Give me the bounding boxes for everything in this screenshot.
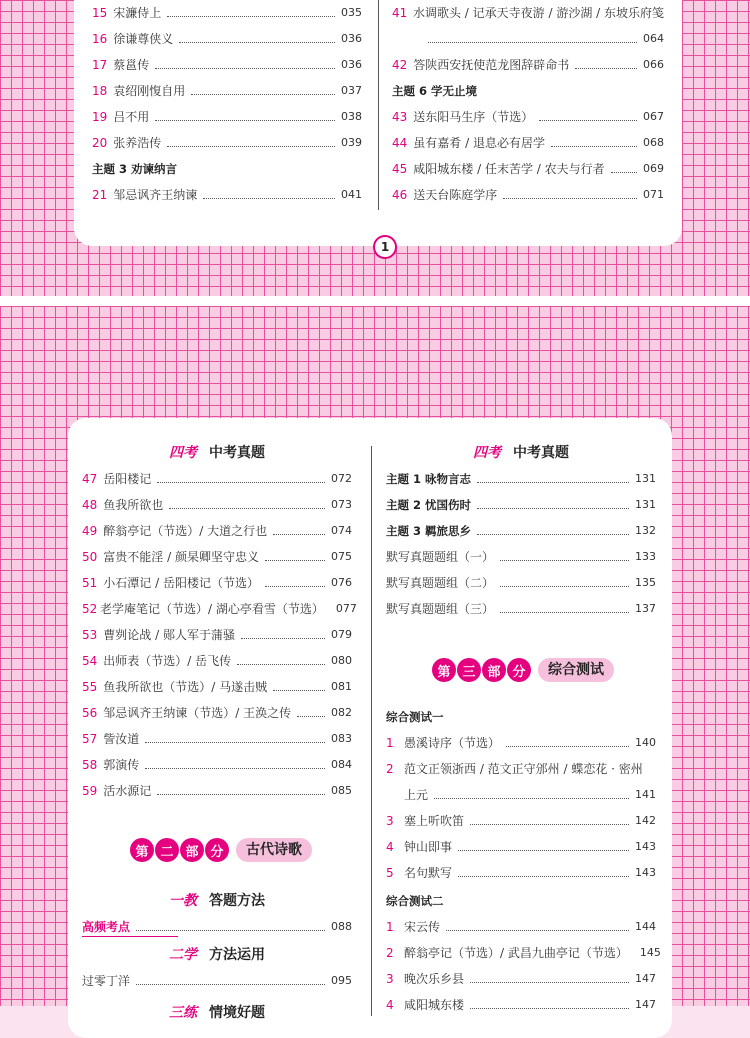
toc-entry[interactable]: [392, 158, 664, 180]
entry-number: 45: [392, 162, 408, 176]
entry-page: 144: [635, 920, 656, 933]
entry-number: 2: [386, 946, 394, 960]
entry-number: 48: [82, 498, 98, 512]
entry-page: 064: [643, 32, 664, 45]
leader-dots: [551, 146, 637, 147]
entry-page: 082: [331, 706, 352, 719]
banner-title: 综合测试: [538, 658, 614, 682]
leader-dots: [470, 824, 629, 825]
leader-dots: [470, 982, 629, 983]
test-heading: [386, 890, 656, 912]
entry-title: 默写真题题组（二）: [386, 576, 495, 590]
toc-entry[interactable]: [386, 572, 656, 594]
leader-dots: [539, 120, 637, 121]
banner-char: 第: [432, 658, 456, 682]
column-divider: [371, 446, 372, 1016]
entry-number: 56: [82, 706, 98, 720]
entry-number: 59: [82, 784, 98, 798]
entry-number: 21: [92, 188, 108, 202]
entry-number: 2: [386, 762, 394, 776]
page-number-badge: 1: [373, 235, 397, 259]
entry-page: 079: [331, 628, 352, 641]
topic-label: 主题 6 学无止境: [392, 84, 478, 98]
toc-entry[interactable]: [82, 624, 352, 646]
entry-number: 42: [392, 58, 408, 72]
toc-entry[interactable]: [82, 494, 352, 516]
leader-dots: [477, 508, 629, 509]
toc-entry[interactable]: [392, 2, 664, 24]
entry-number: 52: [82, 602, 98, 616]
toc-entry[interactable]: [92, 2, 362, 24]
toc-entry[interactable]: [386, 810, 656, 832]
toc-entry[interactable]: [386, 546, 656, 568]
leader-dots: [273, 690, 325, 691]
toc-entry-continuation: [392, 28, 664, 50]
entry-page: 147: [635, 998, 656, 1011]
banner-char: 分: [205, 838, 229, 862]
entry-page: 071: [643, 188, 664, 201]
entry-title: 郭演传: [103, 758, 140, 772]
toc-entry[interactable]: [92, 80, 362, 102]
entry-title: 上元: [404, 788, 429, 802]
section-heading-method: [82, 888, 352, 914]
leader-dots: [136, 984, 325, 985]
toc-entry[interactable]: [82, 572, 352, 594]
column-divider: [378, 0, 379, 210]
highlight-underline: [82, 936, 178, 937]
entry-title: 活水源记: [103, 784, 152, 798]
entry-page: 069: [643, 162, 664, 175]
entry-number: 41: [392, 6, 408, 20]
leader-dots: [503, 198, 637, 199]
entry-number: 58: [82, 758, 98, 772]
leader-dots: [477, 534, 629, 535]
toc-entry[interactable]: [386, 994, 656, 1016]
entry-number: 4: [386, 840, 394, 854]
toc-entry[interactable]: [386, 836, 656, 858]
leader-dots: [470, 1008, 629, 1009]
entry-title: 名句默写: [404, 866, 453, 880]
entry-number: 55: [82, 680, 98, 694]
toc-entry[interactable]: [82, 546, 352, 568]
leader-dots: [500, 612, 629, 613]
toc-entry[interactable]: [386, 758, 656, 780]
entry-title: 张养浩传: [113, 136, 162, 150]
toc-entry[interactable]: [82, 754, 352, 776]
entry-page: 036: [341, 58, 362, 71]
entry-page: 037: [341, 84, 362, 97]
entry-title: 袁绍刚愎自用: [113, 84, 186, 98]
entry-title: 晚次乐乡县: [404, 972, 465, 986]
entry-number: 57: [82, 732, 98, 746]
leader-dots: [265, 586, 325, 587]
entry-title: 塞上听吹笛: [404, 814, 465, 828]
entry-page: 083: [331, 732, 352, 745]
leader-dots: [575, 68, 637, 69]
entry-page: 080: [331, 654, 352, 667]
entry-number: 50: [82, 550, 98, 564]
section-heading-script: 一教: [169, 893, 197, 909]
banner-char: 第: [130, 838, 154, 862]
toc-entry[interactable]: [82, 520, 352, 542]
leader-dots: [167, 16, 335, 17]
leader-dots: [265, 560, 325, 561]
section-heading-script: 二学: [169, 947, 197, 963]
entry-title: 送天台陈庭学序: [413, 188, 498, 202]
entry-title: 訾汝道: [103, 732, 140, 746]
section-heading-practice: [82, 942, 352, 968]
entry-number: 3: [386, 972, 394, 986]
leader-dots: [446, 930, 629, 931]
entry-title: 富贵不能淫 / 颜杲卿坚守忠义: [103, 550, 259, 564]
entry-page: 085: [331, 784, 352, 797]
toc-entry[interactable]: [386, 468, 656, 490]
entry-number: 3: [386, 814, 394, 828]
entry-title: 吕不用: [113, 110, 150, 124]
leader-dots: [241, 638, 325, 639]
banner-char: 部: [482, 658, 506, 682]
toc-entry[interactable]: [82, 916, 352, 938]
toc-entry[interactable]: [92, 106, 362, 128]
toc-entry[interactable]: [82, 468, 352, 490]
entry-title: 虽有嘉肴 / 退息必有居学: [413, 136, 545, 150]
entry-title: 曹刿论战 / 郧人军于蒲骚: [103, 628, 235, 642]
banner-char: 分: [507, 658, 531, 682]
entry-page: 074: [331, 524, 352, 537]
toc-entry[interactable]: [392, 184, 664, 206]
leader-dots: [203, 198, 335, 199]
entry-page: 068: [643, 136, 664, 149]
entry-page: 039: [341, 136, 362, 149]
toc-column-left: [82, 440, 357, 1021]
entry-title: 老学庵笔记（节选）/ 湖心亭看雪（节选）: [100, 602, 324, 616]
entry-number: 53: [82, 628, 98, 642]
entry-page: 132: [635, 524, 656, 537]
section-heading-zhongkao: [386, 440, 656, 466]
leader-dots: [145, 768, 325, 769]
leader-dots: [155, 68, 335, 69]
entry-title: 宋云传: [404, 920, 441, 934]
entry-page: 095: [331, 974, 352, 987]
entry-number: 46: [392, 188, 408, 202]
entry-page: 036: [341, 32, 362, 45]
entry-number: 44: [392, 136, 408, 150]
toc-card-bottom: [68, 418, 672, 1038]
entry-page: 145: [639, 946, 661, 959]
section-heading-title: 中考真题: [209, 445, 265, 461]
toc-entry[interactable]: [386, 968, 656, 990]
entry-number: 16: [92, 32, 108, 46]
entry-page: 075: [331, 550, 352, 563]
entry-page: 131: [635, 472, 656, 485]
entry-title: 水调歌头 / 记承天寺夜游 / 游沙湖 / 东坡乐府笺: [412, 6, 664, 20]
leader-dots: [179, 42, 335, 43]
leader-dots: [145, 742, 325, 743]
leader-dots: [477, 482, 629, 483]
section-heading-title: 中考真题: [513, 445, 569, 461]
part-banner-part3: [432, 656, 614, 684]
entry-number: 17: [92, 58, 108, 72]
section-heading-exercise: [82, 1000, 352, 1026]
entry-number: 54: [82, 654, 98, 668]
section-heading-title: 答题方法: [209, 893, 265, 909]
leader-dots: [157, 482, 325, 483]
toc-entry[interactable]: [392, 132, 664, 154]
toc-entry[interactable]: [82, 676, 352, 698]
entry-title: 咸阳城东楼 / 任末苦学 / 农夫与行者: [413, 162, 605, 176]
entry-page: 066: [643, 58, 664, 71]
entry-number: 1: [386, 736, 394, 750]
entry-number: 1: [386, 920, 394, 934]
entry-page: 143: [635, 840, 656, 853]
toc-entry[interactable]: [82, 702, 352, 724]
entry-page: 041: [341, 188, 362, 201]
entry-title: 醉翁亭记（节选）/ 武昌九曲亭记（节选）: [404, 946, 628, 960]
topic-label: 主题 1 咏物言志: [386, 472, 472, 486]
entry-number: 15: [92, 6, 108, 20]
entry-title: 鱼我所欲也（节选）/ 马遂击贼: [103, 680, 268, 694]
page-separator: [0, 296, 750, 306]
entry-page: 133: [635, 550, 656, 563]
entry-page: 038: [341, 110, 362, 123]
entry-title: 咸阳城东楼: [404, 998, 465, 1012]
toc-entry[interactable]: [82, 728, 352, 750]
entry-page: 147: [635, 972, 656, 985]
toc-entry[interactable]: [92, 184, 362, 206]
entry-title: 小石潭记 / 岳阳楼记（节选）: [103, 576, 259, 590]
entry-title: 范文正领浙西 / 范文正守邠州 / 蝶恋花 · 密州: [404, 762, 643, 776]
entry-title: 蔡邕传: [113, 58, 150, 72]
leader-dots: [428, 42, 637, 43]
entry-page: 137: [635, 602, 656, 615]
entry-number: 51: [82, 576, 98, 590]
toc-entry[interactable]: [386, 916, 656, 938]
toc-entry[interactable]: [386, 520, 656, 542]
entry-page: 035: [341, 6, 362, 19]
entry-title: 默写真题题组（三）: [386, 602, 495, 616]
entry-title: 默写真题题组（一）: [386, 550, 495, 564]
leader-dots: [155, 120, 335, 121]
toc-entry[interactable]: [392, 106, 664, 128]
leader-dots: [434, 798, 629, 799]
topic-label: 主题 2 忧国伤时: [386, 498, 472, 512]
toc-entry[interactable]: [386, 598, 656, 620]
entry-title: 答陕西安抚使范龙图辞辟命书: [413, 58, 570, 72]
entry-page: 077: [335, 602, 357, 615]
leader-dots: [458, 850, 629, 851]
entry-title: 岳阳楼记: [103, 472, 152, 486]
leader-dots: [237, 664, 325, 665]
toc-entry[interactable]: [82, 650, 352, 672]
toc-entry[interactable]: [386, 732, 656, 754]
entry-title: 邹忌讽齐王纳谏: [113, 188, 198, 202]
test-label: 综合测试一: [386, 710, 444, 724]
entry-page: 072: [331, 472, 352, 485]
entry-title: 愚溪诗序（节选）: [404, 736, 501, 750]
toc-entry[interactable]: [392, 54, 664, 76]
entry-page: 081: [331, 680, 352, 693]
entry-number: 4: [386, 998, 394, 1012]
toc-entry[interactable]: [92, 28, 362, 50]
entry-title: 过零丁洋: [82, 974, 131, 988]
entry-number: 47: [82, 472, 98, 486]
leader-dots: [136, 930, 325, 931]
leader-dots: [500, 560, 629, 561]
section-heading-script: 四考: [169, 445, 197, 461]
topic-label: 主题 3 劝谏纳言: [92, 162, 178, 176]
toc-entry[interactable]: [386, 862, 656, 884]
banner-title: 古代诗歌: [236, 838, 312, 862]
test-label: 综合测试二: [386, 894, 444, 908]
leader-dots: [506, 746, 629, 747]
entry-title: 出师表（节选）/ 岳飞传: [103, 654, 232, 668]
section-heading-zhongkao: [82, 440, 352, 466]
leader-dots: [297, 716, 325, 717]
toc-column-right: [386, 440, 661, 1020]
banner-char: 部: [180, 838, 204, 862]
toc-entry[interactable]: [92, 132, 362, 154]
topic-label: 主题 3 羁旅思乡: [386, 524, 472, 538]
leader-dots: [157, 794, 325, 795]
toc-entry[interactable]: [386, 494, 656, 516]
entry-page: 142: [635, 814, 656, 827]
entry-title: 邹忌讽齐王纳谏（节选）/ 王涣之传: [103, 706, 292, 720]
entry-title: 钟山即事: [404, 840, 453, 854]
leader-dots: [500, 586, 629, 587]
toc-entry[interactable]: [82, 970, 352, 992]
entry-number: 43: [392, 110, 408, 124]
entry-number: 18: [92, 84, 108, 98]
entry-number: 49: [82, 524, 98, 538]
entry-page: 140: [635, 736, 656, 749]
entry-title: 送东阳马生序（节选）: [413, 110, 534, 124]
entry-page: 067: [643, 110, 664, 123]
entry-title: 醉翁亭记（节选）/ 大道之行也: [103, 524, 268, 538]
entry-page: 143: [635, 866, 656, 879]
toc-entry-continuation[interactable]: [386, 784, 656, 806]
leader-dots: [273, 534, 325, 535]
entry-page: 076: [331, 576, 352, 589]
entry-page: 131: [635, 498, 656, 511]
banner-char: 二: [155, 838, 179, 862]
toc-entry[interactable]: [82, 780, 352, 802]
test-heading: [386, 706, 656, 728]
banner-char: 三: [457, 658, 481, 682]
entry-page: 141: [635, 788, 656, 801]
section-heading-script: 三练: [169, 1005, 197, 1021]
toc-entry[interactable]: [386, 942, 661, 964]
leader-dots: [611, 172, 637, 173]
entry-title: 高频考点: [82, 920, 131, 934]
section-heading-title: 情境好题: [209, 1005, 265, 1021]
section-heading-title: 方法运用: [209, 947, 265, 963]
entry-number: 19: [92, 110, 108, 124]
toc-card-top: [74, 0, 682, 246]
part-banner-part2: [130, 836, 312, 864]
leader-dots: [191, 94, 335, 95]
leader-dots: [169, 508, 325, 509]
entry-title: 徐谦尊侠义: [113, 32, 174, 46]
topic-heading: [92, 158, 362, 180]
entry-number: 20: [92, 136, 108, 150]
entry-number: 5: [386, 866, 394, 880]
entry-page: 084: [331, 758, 352, 771]
leader-dots: [167, 146, 335, 147]
toc-entry[interactable]: [92, 54, 362, 76]
entry-page: 135: [635, 576, 656, 589]
entry-title: 宋濂侍上: [113, 6, 162, 20]
entry-page: 073: [331, 498, 352, 511]
leader-dots: [458, 876, 629, 877]
topic-heading: [392, 80, 664, 102]
entry-title: 鱼我所欲也: [103, 498, 164, 512]
section-heading-script: 四考: [473, 445, 501, 461]
entry-page: 088: [331, 920, 352, 933]
toc-entry[interactable]: [82, 598, 357, 620]
